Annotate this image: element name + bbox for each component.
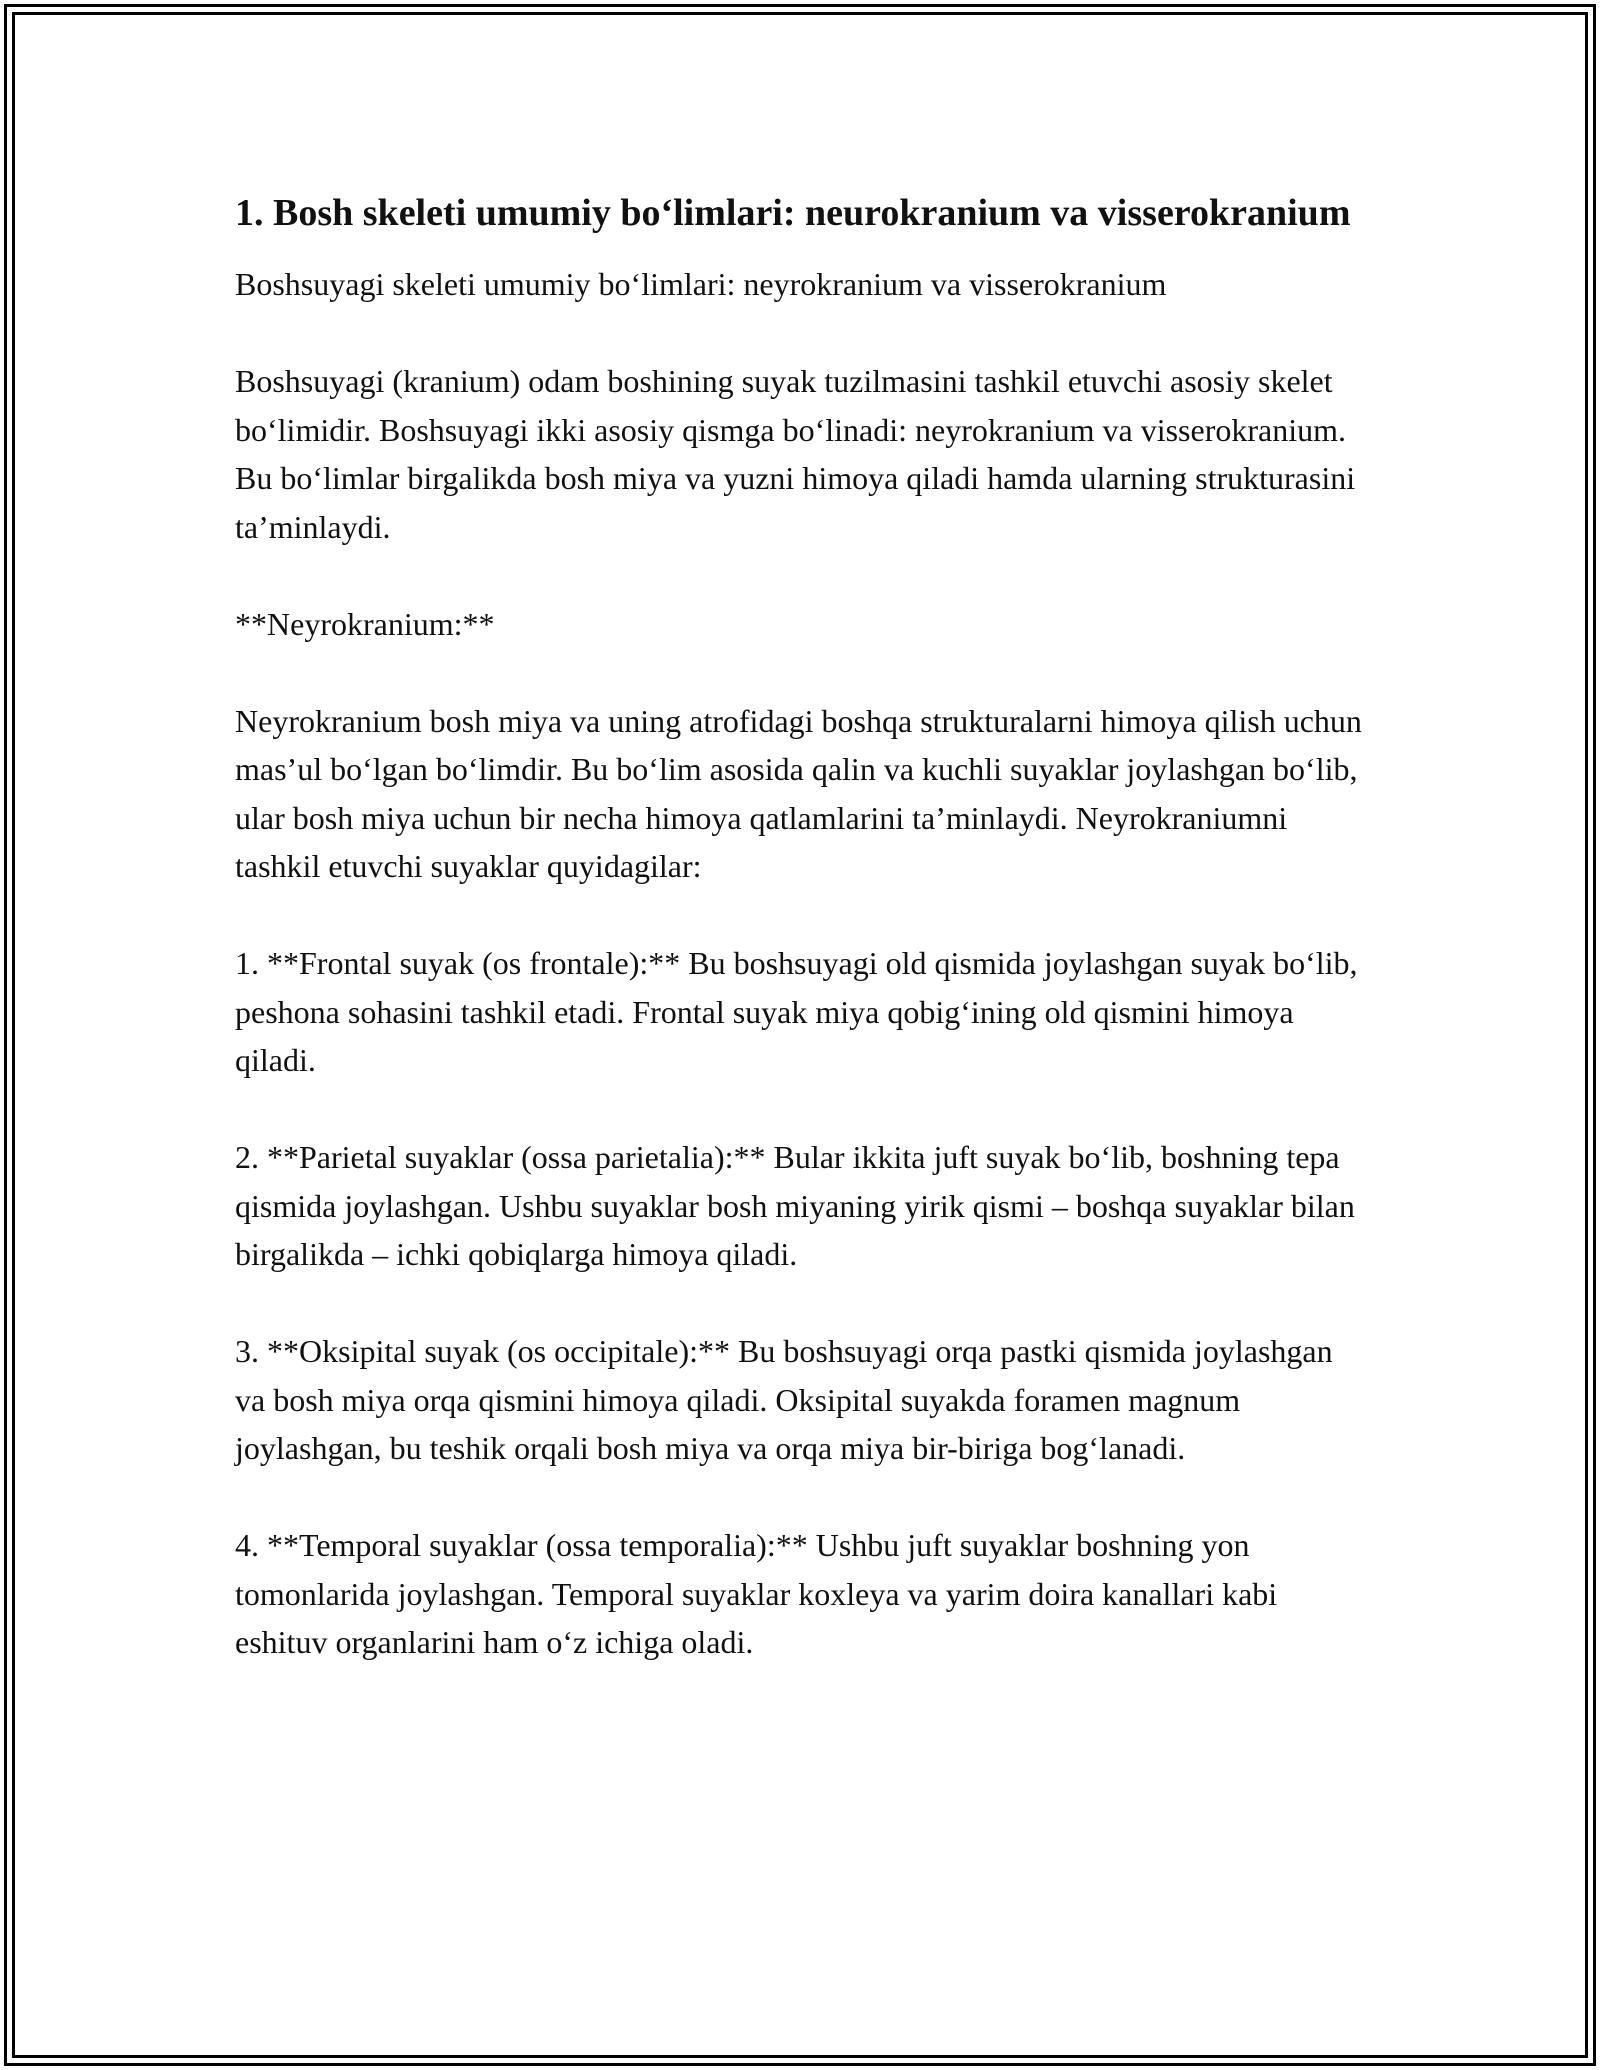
paragraph-neyrokranium-description: Neyrokranium bosh miya va uning atrofidagi boshqa strukturalarni himoya qilish uchun mas’ul bo‘lgan bo‘limdir. Bu bo‘lim asosida qalin va kuchli suyaklar joylashgan bo‘lib, ular bosh miya uchun bir necha himoya qatlamlarini ta’minlaydi. Neyrokraniumni tashkil etuvchi suyaklar quyidagilar: bbox=[235, 702, 1362, 884]
paragraph-neyrokranium-label: **Neyrokranium:** bbox=[235, 605, 495, 642]
list-item-frontal: 1. **Frontal suyak (os frontale):** Bu boshsuyagi old qismida joylashgan suyak bo‘lib, peshona sohasini tashkil etadi. Frontal suyak miya qobig‘ining old qismini himoya qiladi. bbox=[235, 945, 1358, 1078]
paragraph-subtitle: Boshsuyagi skeleti umumiy bo‘limlari: neyrokranium va visserokranium bbox=[235, 266, 1167, 302]
paragraph-intro: Boshsuyagi (kranium) odam boshining suyak tuzilmasini tashkil etuvchi asosiy skelet bo‘limidir. Boshsuyagi ikki asosiy qismga bo‘linadi: neyrokranium va visserokranium. Bu bo‘limlar birgalikda bosh miya va yuzni himoya qiladi hamda ularning strukturasini ta’minlaydi. bbox=[235, 363, 1356, 545]
section-heading: 1. Bosh skeleti umumiy bo‘limlari: neurokranium va visserokranium bbox=[235, 192, 1351, 234]
list-item-occipital: 3. **Oksipital suyak (os occipitale):** Bu boshsuyagi orqa pastki qismida joylashgan va bosh miya orqa qismini himoya qiladi. Oksipital suyakda foramen magnum joylashgan, bu teshik orqali bosh miya va orqa miya bir-biriga bog‘lanadi. bbox=[235, 1333, 1333, 1466]
list-item-temporal: 4. **Temporal suyaklar (ossa temporalia):** Ushbu juft suyaklar boshning yon tomonlarida joylashgan. Temporal suyaklar koxleya va yarim doira kanallari kabi eshituv organlarini ham o‘z ichiga oladi. bbox=[235, 1527, 1278, 1660]
document-page bbox=[235, 186, 1365, 1715]
list-item-parietal: 2. **Parietal suyaklar (ossa parietalia):** Bular ikkita juft suyak bo‘lib, boshning tepa qismida joylashgan. Ushbu suyaklar bosh miyaning yirik qismi – boshqa suyaklar bilan birgalikda – ichki qobiqlarga himoya qiladi. bbox=[235, 1139, 1355, 1272]
